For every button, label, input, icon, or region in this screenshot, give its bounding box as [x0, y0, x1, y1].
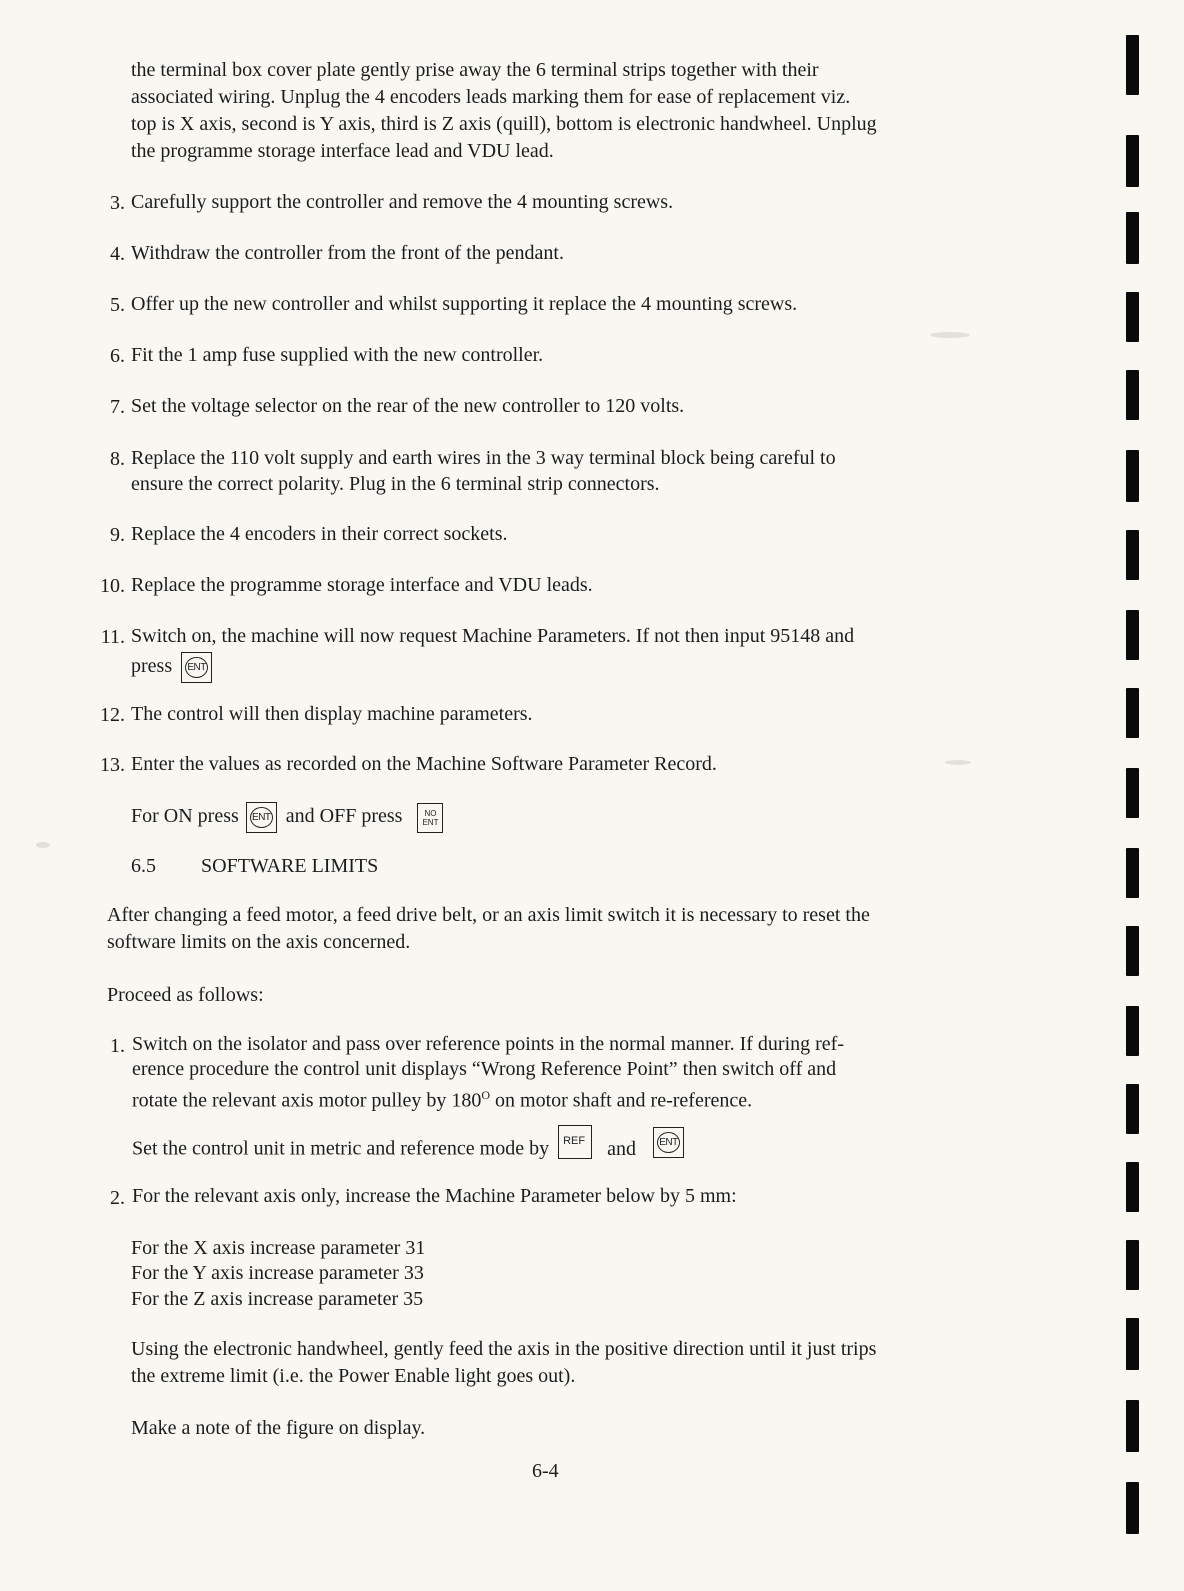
- margin-mark: [1126, 610, 1139, 660]
- step-number: 12.: [100, 704, 125, 726]
- margin-mark: [1126, 212, 1139, 264]
- intro-line: associated wiring. Unplug the 4 encoders leads marking them for ease of replacement viz.: [131, 86, 851, 108]
- step-number: 10.: [100, 575, 125, 597]
- section-number: 6.5: [131, 855, 156, 877]
- step-text: Withdraw the controller from the front of the pendant.: [131, 242, 564, 264]
- step-text: For the relevant axis only, increase the Machine Parameter below by 5 mm:: [132, 1185, 737, 1207]
- intro-line: the programme storage interface lead and VDU lead.: [131, 140, 554, 162]
- axis-param-line: For the Z axis increase parameter 35: [131, 1288, 424, 1310]
- step-text: Set the voltage selector on the rear of the new controller to 120 volts.: [131, 395, 685, 417]
- set-mode-text: Set the control unit in metric and reference mode by: [132, 1137, 550, 1160]
- margin-mark: [1126, 688, 1139, 738]
- axis-param-line: For the Y axis increase parameter 33: [131, 1262, 424, 1284]
- step-text: Replace the 4 encoders in their correct sockets.: [131, 523, 508, 545]
- margin-mark: [1126, 530, 1139, 580]
- scan-speck: [945, 760, 971, 765]
- axis-param-line: For the X axis increase parameter 31: [131, 1237, 426, 1259]
- step-number: 7.: [110, 396, 125, 418]
- ent-key: [653, 1127, 684, 1158]
- step-number: 13.: [100, 754, 125, 776]
- scan-speck: [36, 842, 50, 848]
- margin-mark: [1126, 848, 1139, 898]
- step-number: 4.: [110, 243, 125, 265]
- no-ent-key-top: NO: [424, 808, 437, 818]
- on-off-line: [131, 802, 443, 833]
- step-number: 6.: [110, 345, 125, 367]
- step-text-degree-line: [132, 1082, 752, 1115]
- step-text: Enter the values as recorded on the Machine Software Parameter Record.: [131, 753, 717, 775]
- margin-mark: [1126, 1162, 1139, 1212]
- section-intro-line: software limits on the axis concerned.: [107, 931, 411, 953]
- margin-mark: [1126, 35, 1139, 95]
- step-number: 8.: [110, 448, 125, 470]
- step-text: Carefully support the controller and remove the 4 mounting screws.: [131, 191, 674, 213]
- step-number: 11.: [100, 626, 125, 648]
- step-text: erence procedure the control unit displays “Wrong Reference Point” then switch off and: [132, 1058, 837, 1080]
- margin-mark: [1126, 768, 1139, 818]
- ref-key: REF: [558, 1125, 592, 1159]
- margin-mark: [1126, 1400, 1139, 1452]
- handwheel-line: the extreme limit (i.e. the Power Enable light goes out).: [131, 1365, 576, 1387]
- step-text-part: on motor shaft and re-reference.: [490, 1089, 753, 1112]
- page-number: 6-4: [532, 1460, 559, 1482]
- margin-mark: [1126, 926, 1139, 976]
- scan-speck: [930, 332, 970, 338]
- proceed-text: Proceed as follows:: [107, 984, 264, 1006]
- note-text: Make a note of the figure on display.: [131, 1417, 426, 1439]
- step-text: Replace the programme storage interface and VDU leads.: [131, 574, 593, 596]
- ent-key-label: ENT: [250, 807, 273, 828]
- step-number: 1.: [110, 1035, 125, 1057]
- ent-key-label: ENT: [185, 657, 208, 678]
- ent-key: [181, 652, 212, 683]
- press-line: [131, 652, 212, 683]
- step-text: Replace the 110 volt supply and earth wires in the 3 way terminal block being careful to: [131, 447, 836, 469]
- margin-mark: [1126, 1318, 1139, 1370]
- margin-mark: [1126, 1084, 1139, 1134]
- handwheel-line: Using the electronic handwheel, gently feed the axis in the positive direction until it just trips: [131, 1338, 877, 1360]
- step-number: 2.: [110, 1187, 125, 1209]
- step-text: ensure the correct polarity. Plug in the 6 terminal strip connectors.: [131, 473, 660, 495]
- degree-superscript: O: [481, 1088, 491, 1102]
- step-number: 3.: [110, 192, 125, 214]
- intro-line: top is X axis, second is Y axis, third is Z axis (quill), bottom is electronic handwheel. Unplug: [131, 113, 877, 135]
- set-mode-line: [132, 1133, 684, 1167]
- margin-mark: [1126, 1006, 1139, 1056]
- step-text-part: rotate the relevant axis motor pulley by 180: [132, 1089, 482, 1112]
- margin-mark: [1126, 370, 1139, 420]
- step-text: Switch on the isolator and pass over reference points in the normal manner. If during ref-: [132, 1033, 845, 1055]
- section-intro-line: After changing a feed motor, a feed drive belt, or an axis limit switch it is necessary to reset the: [107, 904, 870, 926]
- section-title: SOFTWARE LIMITS: [201, 855, 379, 877]
- on-off-middle: and OFF press: [285, 805, 403, 828]
- step-text: The control will then display machine parameters.: [131, 703, 533, 725]
- and-text: and: [607, 1137, 636, 1160]
- step-number: 9.: [110, 524, 125, 546]
- step-text: Fit the 1 amp fuse supplied with the new controller.: [131, 344, 544, 366]
- no-ent-key: [417, 803, 443, 833]
- margin-mark: [1126, 135, 1139, 187]
- step-text: Offer up the new controller and whilst supporting it replace the 4 mounting screws.: [131, 293, 798, 315]
- step-text: Switch on, the machine will now request Machine Parameters. If not then input 95148 and: [131, 625, 855, 647]
- margin-mark: [1126, 1482, 1139, 1534]
- margin-mark: [1126, 450, 1139, 502]
- on-off-prefix: For ON press: [131, 805, 239, 828]
- ent-key: [246, 802, 277, 833]
- intro-line: the terminal box cover plate gently prise away the 6 terminal strips together with their: [131, 59, 819, 81]
- no-ent-key-bottom: ENT: [422, 817, 439, 827]
- margin-mark: [1126, 1240, 1139, 1290]
- margin-mark: [1126, 292, 1139, 342]
- press-text: press: [131, 655, 173, 678]
- ent-key-label: ENT: [657, 1132, 680, 1153]
- step-number: 5.: [110, 294, 125, 316]
